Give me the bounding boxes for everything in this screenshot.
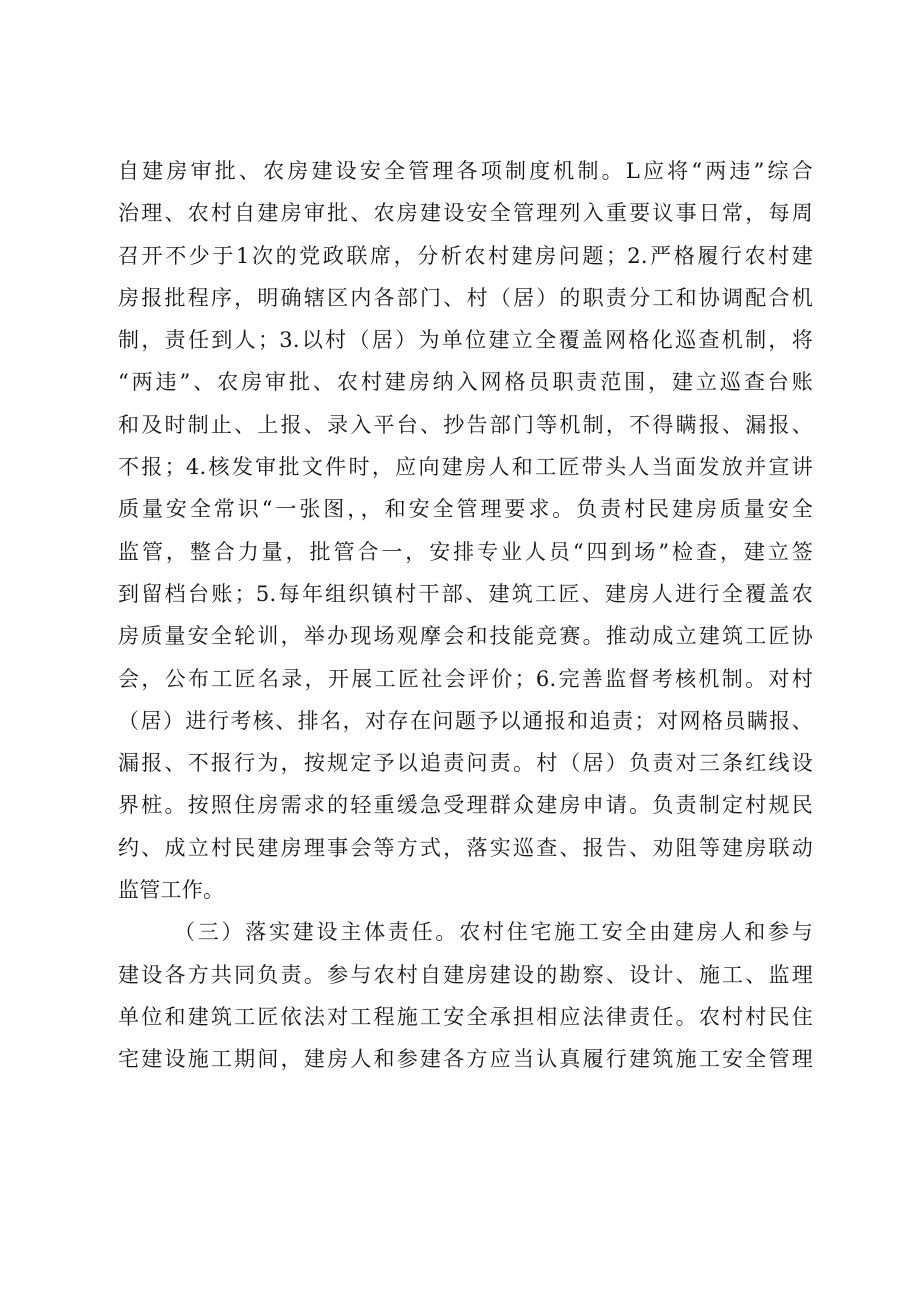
text-line: 房报批程序，明确辖区内各部门、村（居）的职责分工和协调配合机 xyxy=(118,285,813,310)
body-text xyxy=(118,150,813,1081)
text-line: 自建房审批、农房建设安全管理各项制度机制。L应将“两违”综合 xyxy=(118,159,813,183)
text-line: 不报；4.核发审批文件时，应向建房人和工匠带头人当面发放并宣讲 xyxy=(118,455,813,480)
text-line: 界桩。按照住房需求的轻重缓急受理群众建房申请。负责制定村规民 xyxy=(118,793,813,818)
text-line: 会，公布工匠名录，开展工匠社会评价；6.完善监督考核机制。对村 xyxy=(118,666,813,691)
text-line: 到留档台账；5.每年组织镇村干部、建筑工匠、建房人进行全覆盖农 xyxy=(118,581,813,606)
text-line: 漏报、不报行为，按规定予以追责问责。村（居）负责对三条红线设 xyxy=(118,751,813,776)
text-line: 质量安全常识“一张图，，和安全管理要求。负责村民建房质量安全 xyxy=(118,497,813,522)
section-heading-line: （三）落实建设主体责任。农村住宅施工安全由建房人和参与 xyxy=(174,920,813,945)
text-line: 宅建设施工期间，建房人和参建各方应当认真履行建筑施工安全管理 xyxy=(118,1047,813,1072)
text-line: （居）进行考核、排名，对存在问题予以通报和追责；对网格员瞒报、 xyxy=(118,708,813,733)
text-line: 治理、农村自建房审批、农房建设安全管理列入重要议事日常，每周 xyxy=(118,201,813,226)
text-line: 约、成立村民建房理事会等方式，落实巡查、报告、劝阻等建房联动 xyxy=(118,835,813,860)
text-line: 监管，整合力量，批管合一，安排专业人员“四到场”检查，建立签 xyxy=(118,539,813,564)
text-line: “两违”、农房审批、农村建房纳入网格员职责范围，建立巡查台账 xyxy=(118,370,813,395)
text-line: 召开不少于1次的党政联席，分析农村建房问题；2.严格履行农村建 xyxy=(118,243,813,268)
text-line: 制，责任到人；3.以村（居）为单位建立全覆盖网格化巡查机制，将 xyxy=(118,328,813,353)
text-line: 建设各方共同负责。参与农村自建房建设的勘察、设计、施工、监理 xyxy=(118,962,813,987)
text-line: 房质量安全轮训，举办现场观摩会和技能竞赛。推动成立建筑工匠协 xyxy=(118,624,813,649)
text-line: 单位和建筑工匠依法对工程施工安全承担相应法律责任。农村村民住 xyxy=(118,1004,813,1029)
text-line: 监管工作。 xyxy=(118,878,225,903)
text-line: 和及时制止、上报、录入平台、抄告部门等机制，不得瞒报、漏报、 xyxy=(118,412,813,437)
